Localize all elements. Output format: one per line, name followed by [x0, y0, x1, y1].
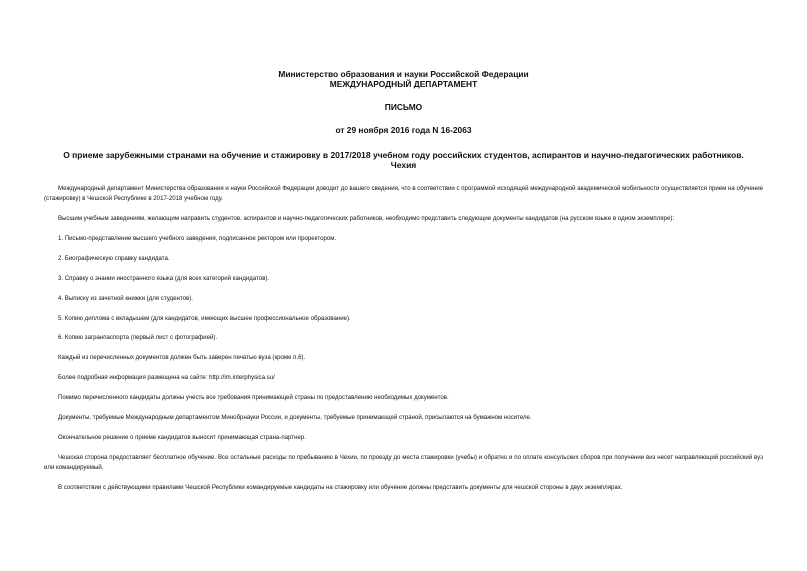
document-body	[44, 184, 763, 493]
document-title	[44, 150, 763, 170]
list-item-3: 3. Справку о знании иностранного языка (для всех категорий кандидатов).	[58, 274, 270, 282]
document-title-country: Чехия	[390, 160, 417, 170]
document-date-number: от 29 ноября 2016 года N 16-2063	[335, 125, 472, 135]
paragraph-copies: В соответствии с действующими правилами Чешской Республики командируемые кандидаты на стажировку или обучение должны представить документы для чешской стороны в двух экземплярах.	[58, 483, 623, 491]
paragraph-website: Более подробная информация размещена на сайте: http://im.interphysica.su/	[58, 374, 275, 382]
ministry-name: Министерство образования и науки Российской Федерации	[278, 69, 529, 79]
department-name: МЕЖДУНАРОДНЫЙ ДЕПАРТАМЕНТ	[329, 79, 478, 89]
list-item-2: 2. Биографическую справку кандидата.	[58, 254, 170, 262]
list-item-4: 4. Выписку из зачетной книжки (для студентов).	[58, 294, 193, 302]
document-title-line: О приеме зарубежными странами на обучение и стажировку в 2017/2018 учебном году российских студентов, аспирантов и научно-педагогических работников.	[63, 150, 744, 160]
document-type: ПИСЬМО	[384, 102, 423, 112]
paragraph-host-requirements: Помимо перечисленного кандидаты должны учесть все требования принимающей страны по предоставлению необходимых документов.	[58, 394, 449, 402]
paragraph-requirements: Высшим учебным заведениям, желающим направить студентов, аспирантов и научно-педагогических работников, необходимо представить следующие документы кандидатов (на русском языке в одном экземпляре):	[58, 214, 675, 222]
list-item-1: 1. Письмо-представление высшего учебного заведения, подписанное ректором или проректором.	[58, 234, 337, 242]
list-item-5: 5. Копию диплома с вкладышем (для кандидатов, имеющих высшее профессиональное образование).	[58, 314, 351, 322]
paragraph-expenses: Чешская сторона предоставляет бесплатное обучение. Все остальные расходы по пребыванию в Чехии, по проезду до места стажировки (учебы) и обратно и по оплате консульских сборов при получении виз несет направляющий российский вуз или командируемый.	[44, 454, 763, 471]
paragraph-final-decision: Окончательное решение о приеме кандидатов выносит принимающая страна-партнер.	[58, 434, 306, 442]
paragraph-intro: Международный департамент Министерства образования и науки Российской Федерации доводит до вашего сведения, что в соответствии с программой исходящей международной академической мобильности осуществляется прием на обучение (стажировку) в Чешской Республике в 2017-2018 учебном году.	[44, 185, 763, 202]
paragraph-seal: Каждый из перечисленных документов должен быть заверен печатью вуза (кроме п.6).	[58, 354, 306, 362]
paragraph-paper-documents: Документы, требуемые Международным департаментом Минобрнауки России, и документы, требуемые принимающей страной, присылаются на бумажном носителе.	[58, 414, 532, 422]
list-item-6: 6. Копию загранпаспорта (первый лист с фотографией).	[58, 334, 218, 342]
document-header	[44, 0, 763, 170]
